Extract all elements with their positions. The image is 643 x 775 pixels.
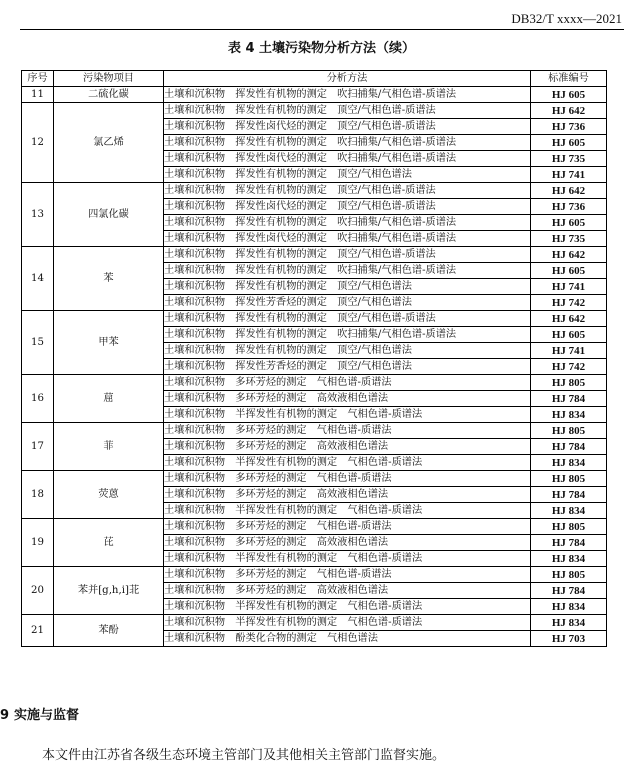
standard-code-cell: HJ 642: [531, 247, 607, 263]
standard-code-cell: HJ 742: [531, 359, 607, 375]
pollutant-cell: 苯: [54, 247, 164, 311]
standard-code-cell: HJ 834: [531, 599, 607, 615]
method-cell: 土壤和沉积物 挥发性有机物的测定 吹扫捕集/气相色谱-质谱法: [164, 263, 531, 279]
method-cell: 土壤和沉积物 多环芳烃的测定 气相色谱-质谱法: [164, 519, 531, 535]
method-cell: 土壤和沉积物 多环芳烃的测定 高效液相色谱法: [164, 391, 531, 407]
standard-code-cell: HJ 736: [531, 199, 607, 215]
method-cell: 土壤和沉积物 多环芳烃的测定 高效液相色谱法: [164, 439, 531, 455]
standard-code-cell: HJ 605: [531, 87, 607, 103]
standard-code-cell: HJ 741: [531, 279, 607, 295]
standard-code-cell: HJ 605: [531, 263, 607, 279]
table-header-row: [22, 71, 607, 87]
standard-code-cell: HJ 784: [531, 487, 607, 503]
standard-code-cell: HJ 834: [531, 407, 607, 423]
standard-code-cell: HJ 834: [531, 551, 607, 567]
standard-code-cell: HJ 642: [531, 103, 607, 119]
method-cell: 土壤和沉积物 多环芳烃的测定 气相色谱-质谱法: [164, 471, 531, 487]
table-row: [22, 87, 607, 103]
method-cell: 土壤和沉积物 挥发性有机物的测定 顶空/气相色谱法: [164, 167, 531, 183]
method-cell: 土壤和沉积物 半挥发性有机物的测定 气相色谱-质谱法: [164, 407, 531, 423]
standard-code-cell: HJ 741: [531, 167, 607, 183]
table-row: [22, 615, 607, 631]
table-row: [22, 567, 607, 583]
standard-code-cell: HJ 805: [531, 471, 607, 487]
standard-code-cell: HJ 742: [531, 295, 607, 311]
table-row: [22, 423, 607, 439]
standard-code-cell: HJ 736: [531, 119, 607, 135]
method-cell: 土壤和沉积物 多环芳烃的测定 气相色谱-质谱法: [164, 375, 531, 391]
section-number: 9: [0, 708, 10, 723]
pollutant-cell: 菲: [54, 423, 164, 471]
standard-code-cell: HJ 834: [531, 503, 607, 519]
standard-code-cell: HJ 784: [531, 535, 607, 551]
column-header-standard: 标准编号: [531, 71, 607, 87]
standard-code-cell: HJ 735: [531, 151, 607, 167]
standard-code-cell: HJ 805: [531, 567, 607, 583]
method-cell: 土壤和沉积物 半挥发性有机物的测定 气相色谱-质谱法: [164, 503, 531, 519]
standard-code-cell: HJ 805: [531, 519, 607, 535]
row-number-cell: 17: [22, 423, 54, 471]
method-cell: 土壤和沉积物 挥发性有机物的测定 顶空/气相色谱法: [164, 279, 531, 295]
pollutant-cell: 四氯化碳: [54, 183, 164, 247]
method-cell: 土壤和沉积物 挥发性有机物的测定 顶空/气相色谱-质谱法: [164, 311, 531, 327]
standard-code-cell: HJ 735: [531, 231, 607, 247]
standard-code-cell: HJ 605: [531, 135, 607, 151]
method-cell: 土壤和沉积物 多环芳烃的测定 高效液相色谱法: [164, 583, 531, 599]
standard-code-cell: HJ 834: [531, 615, 607, 631]
row-number-cell: 14: [22, 247, 54, 311]
method-cell: 土壤和沉积物 挥发性卤代烃的测定 顶空/气相色谱-质谱法: [164, 199, 531, 215]
standard-code-cell: HJ 805: [531, 375, 607, 391]
method-cell: 土壤和沉积物 半挥发性有机物的测定 气相色谱-质谱法: [164, 599, 531, 615]
method-cell: 土壤和沉积物 挥发性有机物的测定 顶空/气相色谱-质谱法: [164, 103, 531, 119]
pollutant-cell: 芘: [54, 519, 164, 567]
row-number-cell: 20: [22, 567, 54, 615]
table-row: [22, 247, 607, 263]
method-cell: 土壤和沉积物 挥发性有机物的测定 顶空/气相色谱法: [164, 343, 531, 359]
pollutant-cell: 氯乙烯: [54, 103, 164, 183]
pollutant-cell: 甲苯: [54, 311, 164, 375]
method-cell: 土壤和沉积物 挥发性芳香烃的测定 顶空/气相色谱法: [164, 359, 531, 375]
column-header-pollutant: 污染物项目: [54, 71, 164, 87]
table-row: [22, 103, 607, 119]
row-number-cell: 16: [22, 375, 54, 423]
standard-code-cell: HJ 741: [531, 343, 607, 359]
section-body-text: 本文件由江苏省各级生态环境主管部门及其他相关主管部门监督实施。: [42, 748, 446, 763]
standard-code-cell: HJ 784: [531, 391, 607, 407]
method-cell: 土壤和沉积物 多环芳烃的测定 高效液相色谱法: [164, 487, 531, 503]
method-cell: 土壤和沉积物 半挥发性有机物的测定 气相色谱-质谱法: [164, 455, 531, 471]
standard-code-cell: HJ 703: [531, 631, 607, 647]
method-cell: 土壤和沉积物 挥发性芳香烃的测定 顶空/气相色谱法: [164, 295, 531, 311]
method-cell: 土壤和沉积物 半挥发性有机物的测定 气相色谱-质谱法: [164, 615, 531, 631]
method-cell: 土壤和沉积物 挥发性有机物的测定 吹扫捕集/气相色谱-质谱法: [164, 327, 531, 343]
document-code: DB32/T xxxx—2021: [511, 11, 622, 26]
table-title: 表 4 土壤污染物分析方法（续）: [227, 41, 416, 56]
pollutant-methods-table: [21, 70, 607, 647]
method-cell: 土壤和沉积物 挥发性有机物的测定 吹扫捕集/气相色谱-质谱法: [164, 215, 531, 231]
method-cell: 土壤和沉积物 挥发性卤代烃的测定 吹扫捕集/气相色谱-质谱法: [164, 231, 531, 247]
row-number-cell: 18: [22, 471, 54, 519]
method-cell: 土壤和沉积物 挥发性有机物的测定 顶空/气相色谱-质谱法: [164, 247, 531, 263]
row-number-cell: 13: [22, 183, 54, 247]
pollutant-cell: 苯并[g,h,i]苝: [54, 567, 164, 615]
row-number-cell: 19: [22, 519, 54, 567]
table-row: [22, 311, 607, 327]
method-cell: 土壤和沉积物 多环芳烃的测定 气相色谱-质谱法: [164, 423, 531, 439]
row-number-cell: 12: [22, 103, 54, 183]
standard-code-cell: HJ 642: [531, 311, 607, 327]
row-number-cell: 15: [22, 311, 54, 375]
method-cell: 土壤和沉积物 酚类化合物的测定 气相色谱法: [164, 631, 531, 647]
column-header-number: 序号: [22, 71, 54, 87]
row-number-cell: 11: [22, 87, 54, 103]
table-row: [22, 519, 607, 535]
method-cell: 土壤和沉积物 半挥发性有机物的测定 气相色谱-质谱法: [164, 551, 531, 567]
standard-code-cell: HJ 784: [531, 583, 607, 599]
standard-code-cell: HJ 784: [531, 439, 607, 455]
method-cell: 土壤和沉积物 多环芳烃的测定 高效液相色谱法: [164, 535, 531, 551]
section-title: 实施与监督: [14, 708, 80, 723]
pollutant-cell: 二硫化碳: [54, 87, 164, 103]
standard-code-cell: HJ 605: [531, 215, 607, 231]
method-cell: 土壤和沉积物 挥发性有机物的测定 吹扫捕集/气相色谱-质谱法: [164, 87, 531, 103]
row-number-cell: 21: [22, 615, 54, 647]
header-divider: [20, 29, 624, 30]
table-body: [22, 87, 607, 647]
table-row: [22, 183, 607, 199]
method-cell: 土壤和沉积物 挥发性卤代烃的测定 吹扫捕集/气相色谱-质谱法: [164, 151, 531, 167]
pollutant-cell: 䓛: [54, 375, 164, 423]
pollutant-cell: 荧蒽: [54, 471, 164, 519]
method-cell: 土壤和沉积物 多环芳烃的测定 气相色谱-质谱法: [164, 567, 531, 583]
table-row: [22, 375, 607, 391]
column-header-method: 分析方法: [164, 71, 531, 87]
pollutant-cell: 苯酚: [54, 615, 164, 647]
standard-code-cell: HJ 834: [531, 455, 607, 471]
table-row: [22, 471, 607, 487]
method-cell: 土壤和沉积物 挥发性卤代烃的测定 顶空/气相色谱-质谱法: [164, 119, 531, 135]
standard-code-cell: HJ 805: [531, 423, 607, 439]
section-heading: [0, 704, 79, 723]
method-cell: 土壤和沉积物 挥发性有机物的测定 顶空/气相色谱-质谱法: [164, 183, 531, 199]
method-cell: 土壤和沉积物 挥发性有机物的测定 吹扫捕集/气相色谱-质谱法: [164, 135, 531, 151]
standard-code-cell: HJ 642: [531, 183, 607, 199]
standard-code-cell: HJ 605: [531, 327, 607, 343]
